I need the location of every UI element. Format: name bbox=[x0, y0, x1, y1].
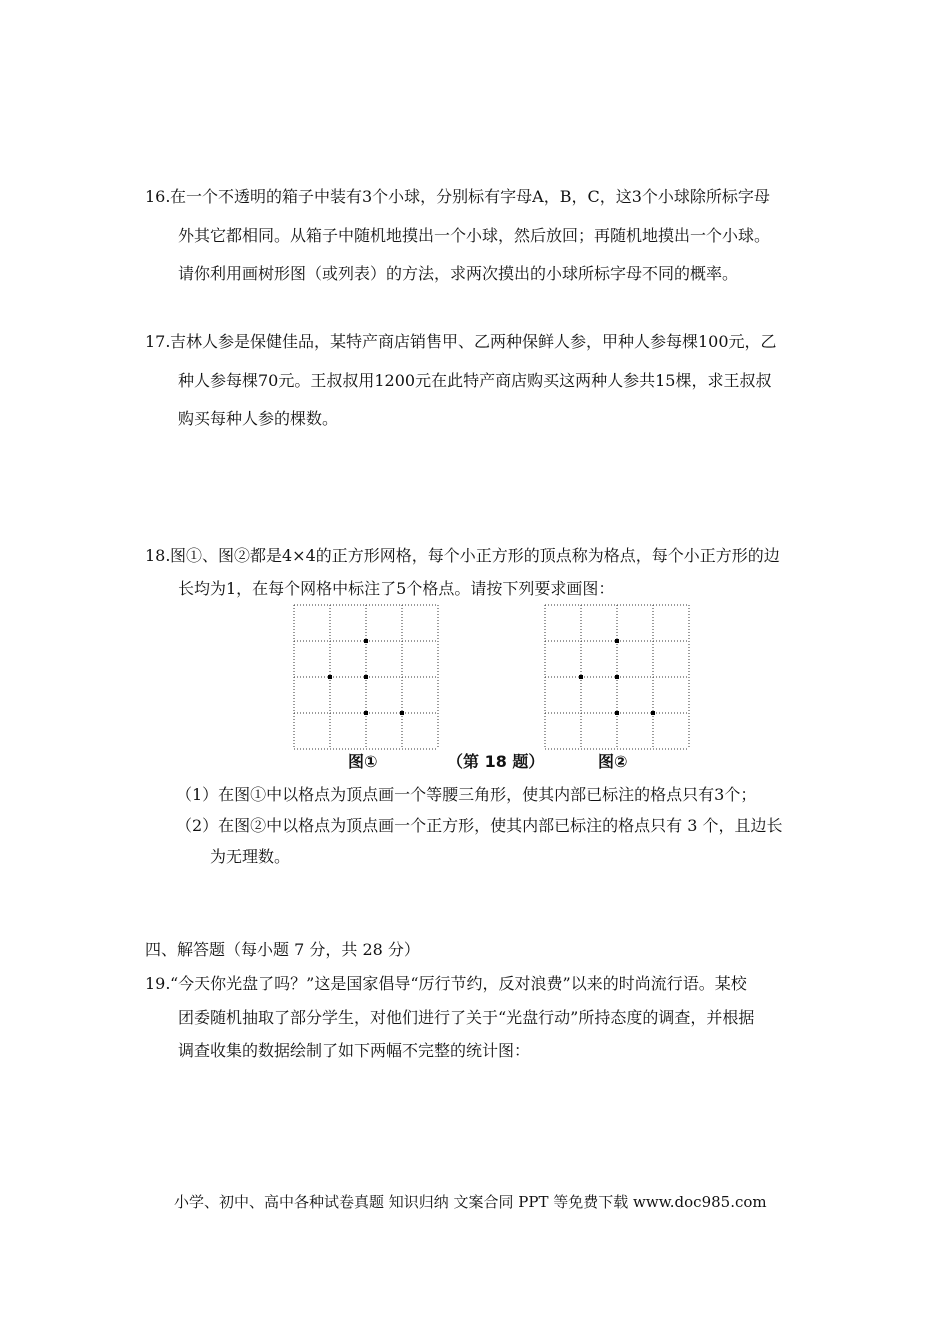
question-17-number: 17. bbox=[145, 332, 171, 351]
grid-figure-1 bbox=[293, 604, 439, 750]
question-19-number: 19. bbox=[145, 974, 171, 993]
marked-lattice-point bbox=[615, 639, 619, 643]
question-17-line-3: 购买每种人参的棵数。 bbox=[178, 409, 339, 428]
question-19-line-3: 调查收集的数据绘制了如下两幅不完整的统计图： bbox=[178, 1041, 531, 1060]
question-18-line-1: 图①、图②都是4×4的正方形网格，每个小正方形的顶点称为格点，每个小正方形的边 bbox=[170, 546, 780, 565]
question-18-sub-2-line-1: （2）在图②中以格点为顶点画一个正方形，使其内部已标注的格点只有 3 个，且边长 bbox=[176, 816, 783, 835]
question-16-line-3: 请你利用画树形图（或列表）的方法，求两次摸出的小球所标字母不同的概率。 bbox=[178, 264, 739, 283]
marked-lattice-point bbox=[364, 711, 368, 715]
marked-lattice-point bbox=[328, 675, 332, 679]
grid-figure-2 bbox=[544, 604, 690, 750]
marked-lattice-point bbox=[364, 639, 368, 643]
figure-1-label: 图① bbox=[348, 752, 378, 771]
figure-2-label: 图② bbox=[598, 752, 628, 771]
question-18-line-2: 长均为1，在每个网格中标注了5个格点。请按下列要求画图： bbox=[178, 579, 615, 598]
marked-lattice-point bbox=[615, 711, 619, 715]
question-16-line-2: 外其它都相同。从箱子中随机地摸出一个小球，然后放回；再随机地摸出一个小球。 bbox=[178, 226, 771, 245]
marked-lattice-point bbox=[651, 711, 655, 715]
marked-lattice-point bbox=[579, 675, 583, 679]
marked-lattice-point bbox=[615, 675, 619, 679]
section-4-title: 四、解答题（每小题 7 分，共 28 分） bbox=[145, 940, 420, 959]
page-footer: 小学、初中、高中各种试卷真题 知识归纳 文案合同 PPT 等免费下载 www.doc985.com bbox=[174, 1193, 767, 1211]
marked-lattice-point bbox=[400, 711, 404, 715]
question-19-line-2: 团委随机抽取了部分学生，对他们进行了关于“光盘行动”所持态度的调查，并根据 bbox=[178, 1008, 755, 1027]
question-19-line-1: “今天你光盘了吗？”这是国家倡导“厉行节约，反对浪费”以来的时尚流行语。某校 bbox=[170, 974, 747, 993]
figure-caption: （第 18 题） bbox=[447, 752, 545, 771]
marked-lattice-point bbox=[364, 675, 368, 679]
question-18-number: 18. bbox=[145, 546, 171, 565]
question-17-line-1: 吉林人参是保健佳品，某特产商店销售甲、乙两种保鲜人参，甲种人参每棵100元，乙 bbox=[170, 332, 777, 351]
question-16-number: 16. bbox=[145, 187, 171, 206]
question-18-sub-1: （1）在图①中以格点为顶点画一个等腰三角形，使其内部已标注的格点只有3个； bbox=[176, 785, 757, 804]
question-18-sub-2-line-2: 为无理数。 bbox=[210, 847, 291, 866]
question-17-line-2: 种人参每棵70元。王叔叔用1200元在此特产商店购买这两种人参共15棵，求王叔叔 bbox=[178, 371, 772, 390]
question-16-line-1: 在一个不透明的箱子中装有3个小球，分别标有字母A，B，C，这3个小球除所标字母 bbox=[170, 187, 770, 206]
